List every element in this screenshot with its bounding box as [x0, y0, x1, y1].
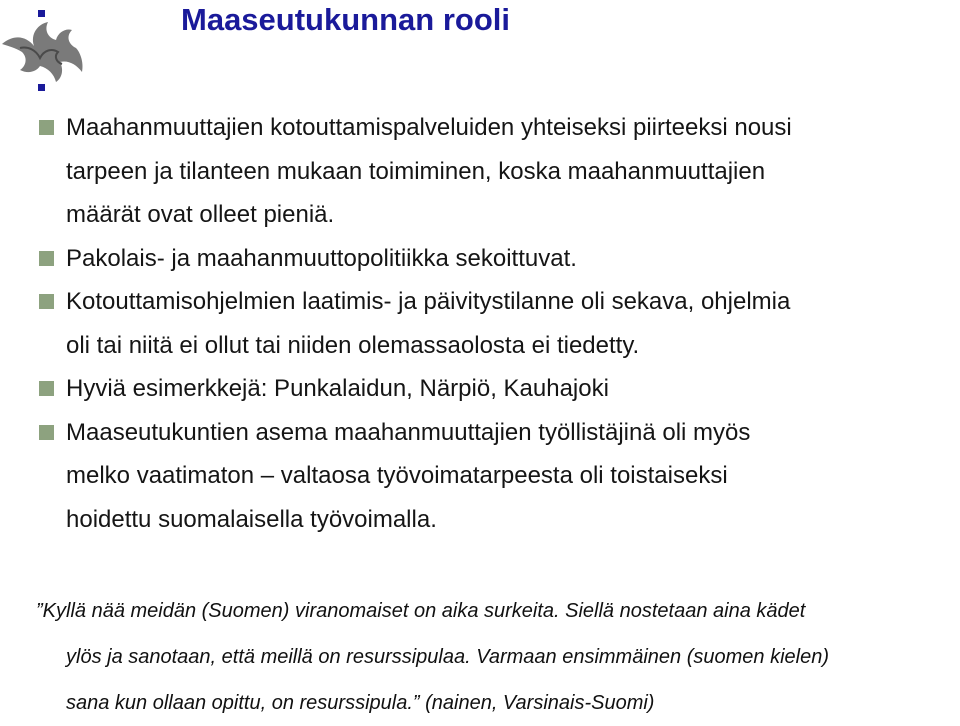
interview-quote [0, 588, 960, 726]
quote-line: ”Kyllä nää meidän (Suomen) viranomaiset on aika surkeita. Siellä nostetaan aina kädet [36, 600, 806, 622]
bullet-line: oli tai niitä ei ollut tai niiden olemassaolosta ei tiedetty. [66, 331, 640, 359]
bullet-line: tarpeen ja tilanteen mukaan toimiminen, koska maahanmuuttajien [66, 157, 766, 185]
bullet-list [0, 106, 960, 541]
square-bullet-icon [39, 251, 54, 266]
bullet-line: Pakolais- ja maahanmuuttopolitiikka sekoittuvat. [66, 244, 577, 272]
square-bullet-icon [39, 381, 54, 396]
quote-line: ylös ja sanotaan, että meillä on resurssipulaa. Varmaan ensimmäinen (suomen kielen) [66, 646, 829, 668]
bullet-line: Hyviä esimerkkejä: Punkalaidun, Närpiö, Kauhajoki [66, 375, 609, 402]
bullet-item-1 [0, 106, 956, 237]
bullet-line: melko vaatimaton – valtaosa työvoimatarpeesta oli toistaiseksi [66, 462, 728, 489]
square-bullet-icon [39, 294, 54, 309]
bullet-line: Maahanmuuttajien kotouttamispalveluiden yhteiseksi piirteeksi nousi [66, 114, 792, 141]
bullet-item-4 [0, 367, 956, 411]
bullet-item-5 [0, 411, 956, 542]
bullet-line: Maaseutukuntien asema maahanmuuttajien työllistäjinä oli myös [66, 418, 751, 446]
bullet-item-3 [0, 280, 956, 367]
square-bullet-icon [39, 120, 54, 135]
bullet-line: määrät ovat olleet pieniä. [66, 201, 335, 228]
square-bullet-icon [39, 425, 54, 440]
bullet-line: Kotouttamisohjelmien laatimis- ja päivitystilanne oli sekava, ohjelmia [66, 288, 791, 315]
quote-line: sana kun ollaan opittu, on resurssipula.” (nainen, Varsinais-Suomi) [66, 692, 655, 714]
bullet-item-2 [0, 237, 956, 281]
university-logo [0, 0, 90, 96]
slide-title: Maaseutukunnan rooli [181, 2, 510, 37]
bullet-line: hoidettu suomalaisella työvoimalla. [66, 505, 437, 533]
flame-logo-icon [0, 0, 90, 96]
